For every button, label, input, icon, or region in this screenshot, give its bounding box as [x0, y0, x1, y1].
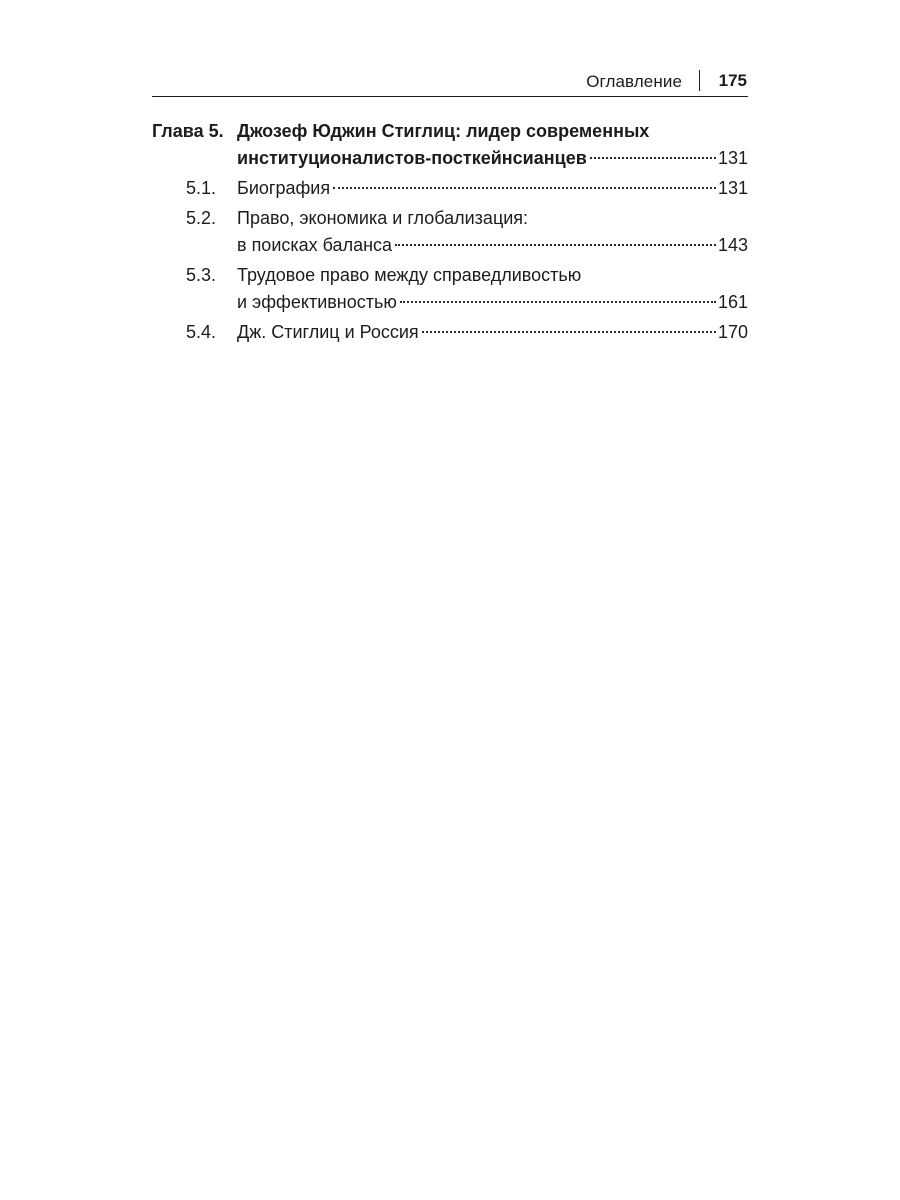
- section-title: [237, 262, 748, 316]
- section-page-number: 161: [717, 292, 748, 312]
- toc-section-5-1[interactable]: [152, 175, 748, 202]
- section-number: 5.3.: [185, 265, 216, 285]
- running-header: [152, 68, 748, 97]
- section-number: 5.2.: [185, 208, 216, 228]
- dot-leader: [400, 301, 716, 303]
- section-title: [237, 319, 748, 346]
- dot-leader: [422, 331, 716, 333]
- section-title: [237, 205, 748, 259]
- section-title-line2: и эффективностью: [237, 292, 397, 312]
- section-title-line1: Биография: [237, 178, 331, 198]
- chapter-title-line1: Джозеф Юджин Стиглиц: лидер современных: [237, 121, 650, 141]
- section-title-row: [237, 319, 748, 346]
- chapter-title-line2: институционалистов-посткейнсианцев: [237, 148, 587, 168]
- section-page-number: 170: [717, 322, 748, 342]
- toc-section-5-3[interactable]: [152, 262, 748, 316]
- header-page-number: 175: [718, 71, 747, 90]
- chapter-page-number: 131: [717, 148, 748, 168]
- section-title: [237, 175, 748, 202]
- dot-leader: [333, 187, 716, 189]
- section-title-line1: Дж. Стиглиц и Россия: [237, 322, 419, 342]
- section-page-number: 131: [717, 178, 748, 198]
- section-title-row: [237, 289, 748, 316]
- section-title-row: [237, 175, 748, 202]
- section-number: 5.4.: [185, 322, 216, 342]
- section-number: 5.1.: [185, 178, 216, 198]
- toc-section-5-2[interactable]: [152, 205, 748, 259]
- header-section-title: Оглавление: [586, 72, 682, 91]
- toc-chapter-5[interactable]: [152, 118, 748, 172]
- dot-leader: [395, 244, 716, 246]
- section-page-number: 143: [717, 235, 748, 255]
- chapter-title-line2-row: [237, 145, 748, 172]
- section-title-line1: Трудовое право между справедливостью: [237, 265, 582, 285]
- table-of-contents: [152, 118, 748, 346]
- section-title-line2: в поисках баланса: [237, 235, 393, 255]
- section-title-line1: Право, экономика и глобализация:: [237, 208, 529, 228]
- dot-leader: [590, 157, 716, 159]
- chapter-title: [237, 118, 748, 172]
- section-title-row: [237, 232, 748, 259]
- header-separator: [699, 70, 701, 91]
- chapter-number: Глава 5.: [152, 121, 224, 141]
- toc-section-5-4[interactable]: [152, 319, 748, 346]
